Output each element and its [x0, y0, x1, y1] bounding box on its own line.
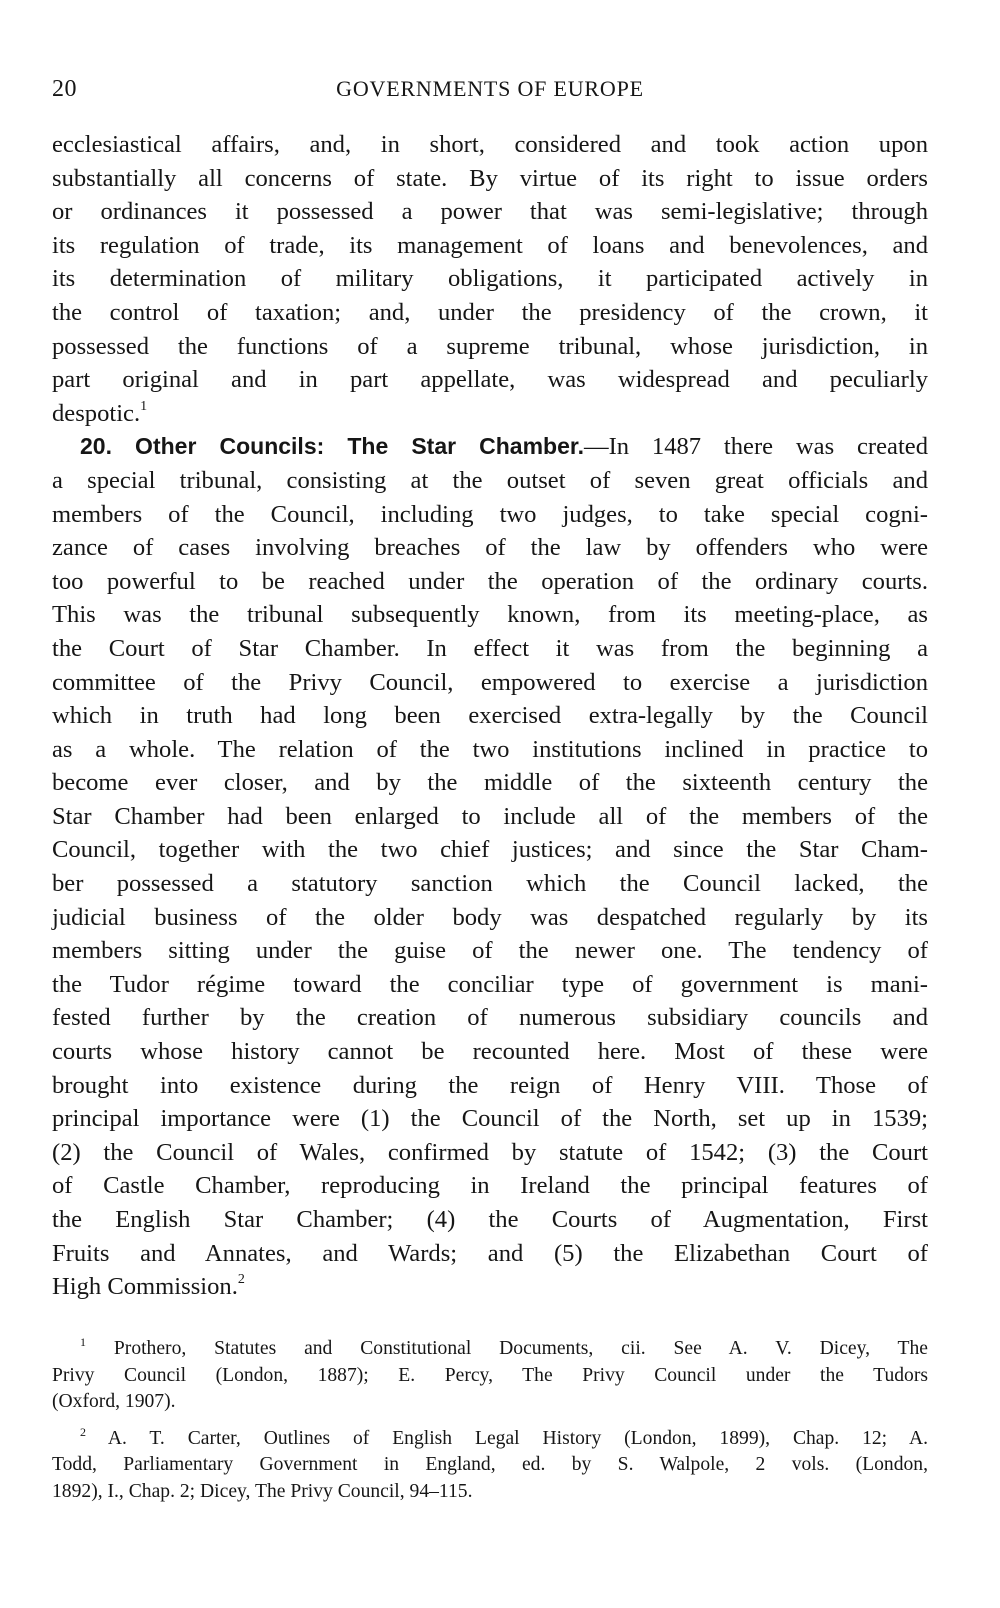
text-line: or ordinances it possessed a power that was semi-legislative; through — [52, 198, 928, 226]
text-line: committee of the Privy Council, empowered to exercise a jurisdiction — [52, 668, 928, 696]
footnote-ref-2[interactable]: 2 — [237, 1272, 245, 1288]
footnote-line: 1892), I., Chap. 2; Dicey, The Privy Council, 94–115. — [52, 1480, 473, 1502]
text-line: too powerful to be reached under the operation of the ordinary courts. — [52, 567, 928, 595]
text-line: possessed the functions of a supreme tribunal, whose jurisdiction, in — [52, 332, 928, 360]
text-line: the Tudor régime toward the conciliar type of government is mani- — [52, 970, 928, 998]
text-line: ecclesiastical affairs, and, in short, considered and took action upon — [52, 131, 928, 158]
footnotes — [52, 1336, 928, 1506]
text-line: substantially all concerns of state. By virtue of its right to issue orders — [52, 164, 928, 192]
text-line: (2) the Council of Wales, confirmed by statute of 1542; (3) the Court — [52, 1138, 928, 1166]
text-line: Star Chamber had been enlarged to include all of the members of the — [52, 802, 928, 830]
section-heading: 20. Other Councils: The Star Chamber. — [80, 433, 584, 460]
text-line: its determination of military obligations, it participated actively in — [52, 265, 928, 293]
text-line: Council, together with the two chief justices; and since the Star Cham- — [52, 836, 928, 864]
footnote-1-mark: 1 — [80, 1335, 86, 1349]
text-line: zance of cases involving breaches of the law by offenders who were — [52, 534, 928, 562]
text-line: Fruits and Annates, and Wards; and (5) the Elizabethan Court of — [52, 1239, 928, 1267]
footnote-1-first-line — [52, 1336, 928, 1363]
text-fragment: despotic. — [52, 399, 141, 427]
text-line: judicial business of the older body was despatched regularly by its — [52, 903, 928, 931]
footnote-line: (Oxford, 1907). — [52, 1391, 176, 1413]
running-head — [52, 76, 928, 110]
text-line: fested further by the creation of numerous subsidiary councils and — [52, 1004, 928, 1032]
text-line: which in truth had long been exercised extra-legally by the Council — [52, 702, 928, 730]
text-line: become ever closer, and by the middle of the sixteenth century the — [52, 769, 928, 797]
text-line: as a whole. The relation of the two institutions inclined in practice to — [52, 735, 928, 763]
text-fragment: —In 1487 there was created — [583, 433, 928, 461]
text-fragment: A. T. Carter, Outlines of English Legal History (London, 1899), Chap. 12; A. — [107, 1427, 928, 1449]
text-line: courts whose history cannot be recounted here. Most of these were — [52, 1038, 928, 1066]
text-line: ber possessed a statutory sanction which the Council lacked, the — [52, 870, 928, 898]
text-fragment: High Commission. — [52, 1273, 238, 1301]
footnote-2-first-line — [52, 1426, 928, 1453]
text-line: part original and in part appellate, was widespread and peculiarly — [52, 366, 928, 394]
text-line: This was the tribunal subsequently known, from its meeting-place, as — [52, 601, 928, 629]
footnote-ref-1[interactable]: 1 — [140, 398, 148, 414]
page-number: 20 — [52, 76, 77, 102]
footnote-line: Todd, Parliamentary Government in England, ed. by S. Walpole, 2 vols. (London, — [52, 1454, 928, 1476]
text-line: the English Star Chamber; (4) the Courts of Augmentation, First — [52, 1206, 928, 1233]
running-title: GOVERNMENTS OF EUROPE — [336, 76, 644, 101]
text-line: the Court of Star Chamber. In effect it was from the beginning a — [52, 634, 928, 662]
text-line: a special tribunal, consisting at the outset of seven great officials and — [52, 466, 928, 494]
footnote-gap — [52, 1416, 928, 1426]
main-text — [52, 128, 928, 1304]
section-start-line — [52, 430, 928, 464]
footnote-2-mark: 2 — [80, 1424, 86, 1439]
text-line: its regulation of trade, its management of loans and benevolences, and — [52, 231, 928, 259]
footnote-line: Privy Council (London, 1887); E. Percy, The Privy Council under the Tudors — [52, 1364, 928, 1386]
text-line: of Castle Chamber, reproducing in Ireland the principal features of — [52, 1172, 928, 1200]
text-line: the control of taxation; and, under the presidency of the crown, it — [52, 298, 928, 326]
text-line: principal importance were (1) the Council of the North, set up in 1539; — [52, 1105, 928, 1133]
paragraph-end-line — [52, 1270, 928, 1304]
text-line: brought into existence during the reign of Henry VIII. Those of — [52, 1071, 928, 1099]
text-line: members sitting under the guise of the newer one. The tendency of — [52, 937, 928, 965]
text-line: members of the Council, including two judges, to take special cogni- — [52, 500, 928, 528]
text-fragment: Prothero, Statutes and Constitutional Documents, cii. See A. V. Dicey, The — [113, 1338, 928, 1359]
paragraph-end-line — [52, 397, 928, 431]
